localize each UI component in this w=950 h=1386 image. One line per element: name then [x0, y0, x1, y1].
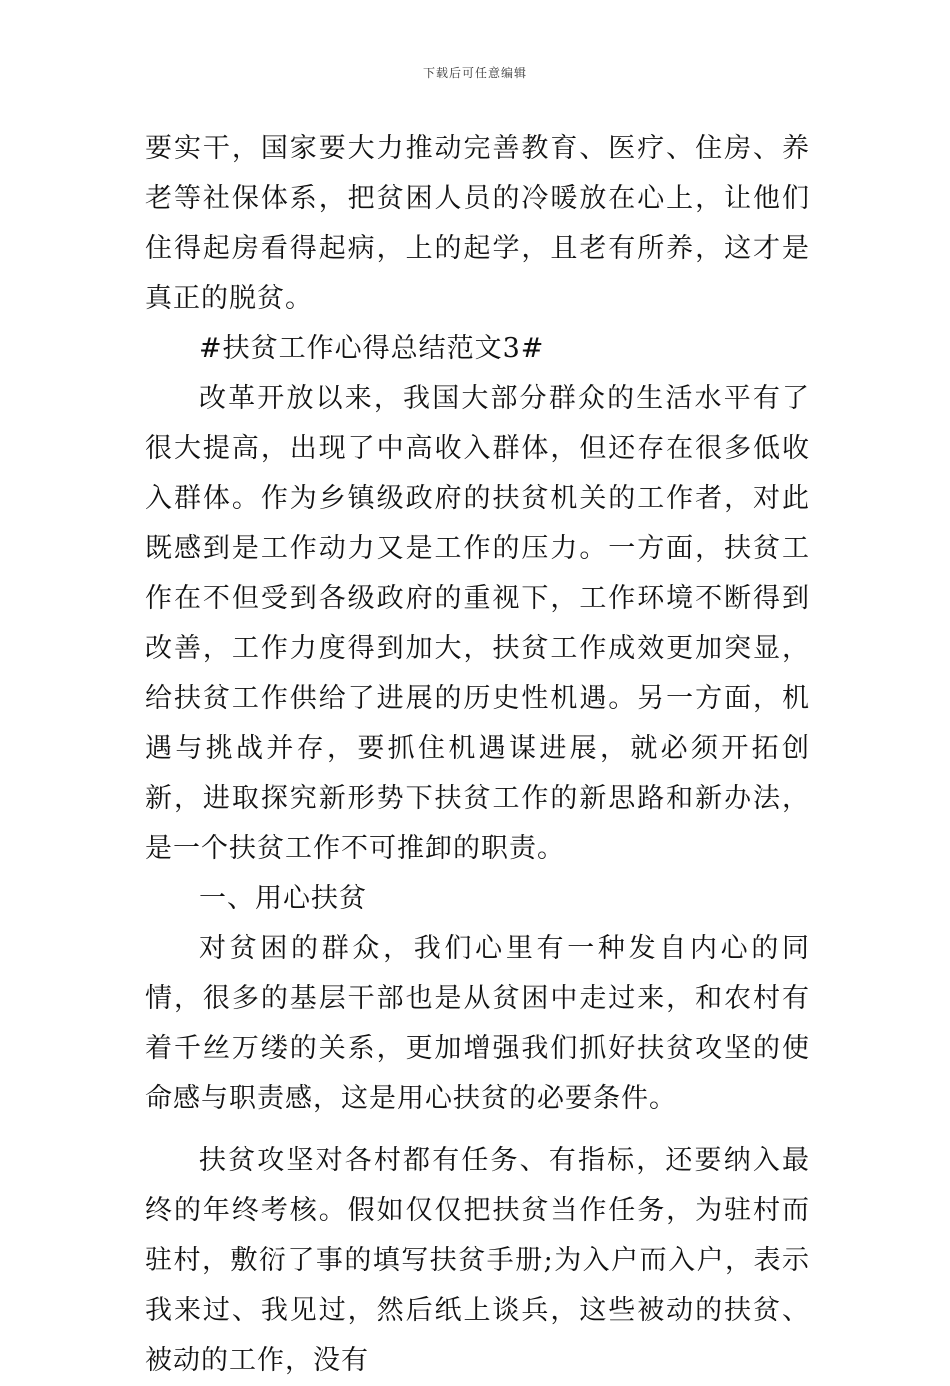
- page-header: 下载后可任意编辑: [422, 66, 527, 80]
- paragraph-body: 对贫困的群众，我们心里有一种发自内心的同情，很多的基层干部也是从贫困中走过来，和农村有着千丝万缕的关系，更加增强我们抓好扶贫攻坚的使命感与职责感，这是用心扶贫的必要条件。: [145, 933, 810, 1114]
- paragraph-body: 扶贫攻坚对各村都有任务、有指标，还要纳入最终的年终考核。假如仅仅把扶贫当作任务，为驻村而驻村，敷衍了事的填写扶贫手册;为入户而入户，表示我来过、我见过，然后纸上谈兵，这些被动的扶贫、被动的工作，没有: [145, 1145, 810, 1376]
- paragraph-intro: 改革开放以来，我国大部分群众的生活水平有了很大提高，出现了中高收入群体，但还存在很多低收入群体。作为乡镇级政府的扶贫机关的工作者，对此既感到是工作动力又是工作的压力。一方面，扶贫工作在不但受到各级政府的重视下，工作环境不断得到改善，工作力度得到加大，扶贫工作成效更加突显，给扶贫工作供给了进展的历史性机遇。另一方面，机遇与挑战并存，要抓住机遇谋进展，就必须开拓创新，进取探究新形势下扶贫工作的新思路和新办法，是一个扶贫工作不可推卸的职责。: [145, 383, 810, 864]
- paragraph-continuation: 要实干，国家要大力推动完善教育、医疗、住房、养老等社保体系，把贫困人员的冷暖放在心上，让他们住得起房看得起病，上的起学，且老有所养，这才是真正的脱贫。: [145, 133, 810, 314]
- section-heading: 一、用心扶贫: [199, 883, 367, 914]
- document-body: [145, 124, 810, 1386]
- section-title: #扶贫工作心得总结范文3#: [199, 333, 545, 364]
